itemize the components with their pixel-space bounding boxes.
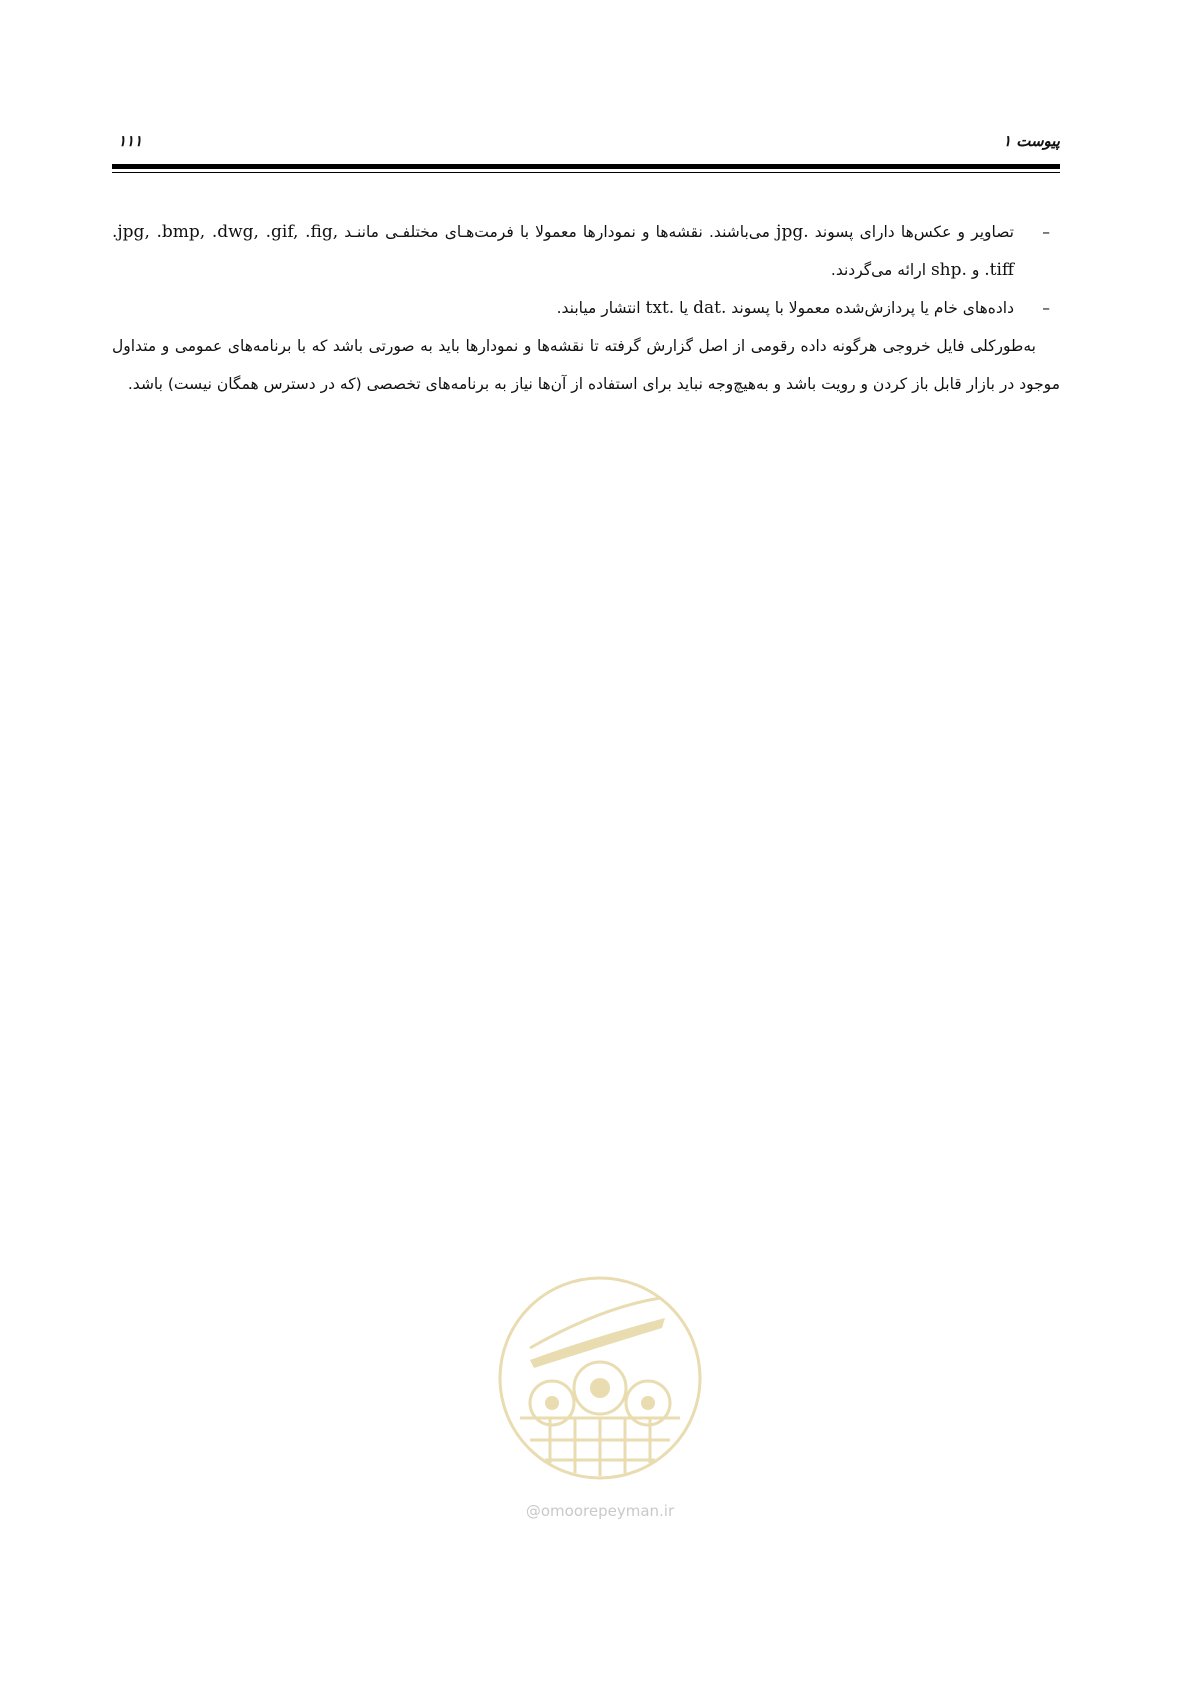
- watermark-logo: [490, 1268, 710, 1528]
- bullet-text: و: [966, 261, 985, 279]
- bullet-text: تصاویر و عکس‌ها دارای پسوند: [808, 223, 1015, 241]
- header-rule-thin: [112, 172, 1060, 173]
- section-title: پیوست ۱: [1002, 132, 1060, 150]
- file-extension: shp.: [930, 260, 967, 280]
- watermark-url: @omoorepeyman.ir: [525, 1502, 675, 1520]
- bullet-text: ارائه می‌گردند.: [830, 261, 931, 279]
- page-number: ۱۱۱: [118, 132, 143, 150]
- file-extension-list: .jpg, .bmp, .dwg, .gif, .fig, .tiff: [112, 222, 1014, 280]
- bullet-item-images: [112, 213, 1060, 289]
- watermark-seal-icon: [490, 1268, 710, 1496]
- body-paragraph: به‌طورکلی فایل خروجی هرگونه داده رقومی از اصل گزارش گرفته تا نقشه‌ها و نمودارها باید به صورتی باشد که با برنامه‌های عمومی و متداول موجود در بازار قابل باز کردن و رویت باشد و به‌هیچ‌وجه نباید برای استفاده از آن‌ها نیاز به برنامه‌های تخصصی (که در دسترس همگان نیست) باشد.: [112, 337, 1060, 393]
- bullet-text: می‌باشند. نقشه‌ها و نمودارها معمولا با فرمت‌هـای مختلفـی ماننـد: [338, 223, 777, 241]
- bullet-text: انتشار میابند.: [556, 299, 646, 317]
- bullet-text: داده‌های خام یا پردازش‌شده معمولا با پسوند: [726, 299, 1014, 317]
- page-header: [112, 128, 1060, 150]
- file-extension: dat.: [693, 298, 727, 318]
- file-extension: txt.: [645, 298, 675, 318]
- file-extension: jpg.: [776, 222, 809, 242]
- header-rule-thick: [112, 164, 1060, 169]
- page-content: [112, 213, 1060, 403]
- bullet-dash: –: [1042, 223, 1050, 241]
- bullet-dash: –: [1042, 299, 1050, 317]
- bullet-text: یا: [674, 299, 694, 317]
- bullet-item-data: [112, 289, 1060, 327]
